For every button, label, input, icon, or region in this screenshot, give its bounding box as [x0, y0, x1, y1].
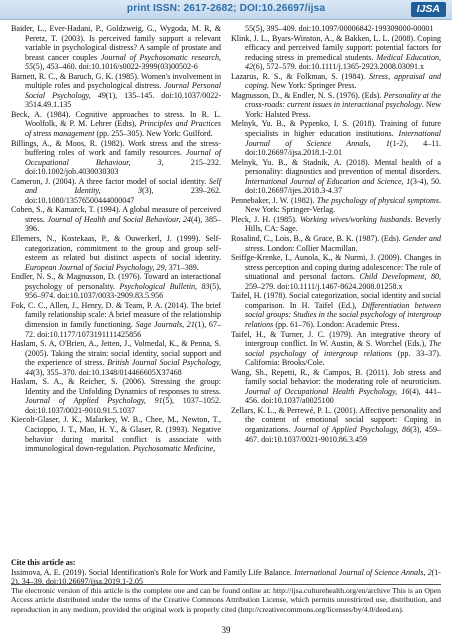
reference-details: (1-2), 4–11. doi:10.26697/ijsa.2018.1-2.01	[245, 138, 441, 158]
reference-details: (pp. 33–37). California: Brooks/Cole.	[245, 348, 441, 368]
reference-text: Melnyk, Yu. B., & Pypenko, I. S. (2018). Training of future specialists in higher education institutions.	[231, 119, 441, 139]
reference-source: Journal of Health and Social Behaviour, 24	[47, 214, 191, 224]
reference-details: . New York: Springer-Verlag.	[245, 195, 441, 215]
citation-details: (1-2), 34–39. doi:10.26697/ijsa.2019.1-2.05	[11, 567, 441, 587]
reference-item	[231, 330, 441, 368]
journal-logo: IJSA	[411, 2, 446, 17]
reference-item	[11, 415, 221, 453]
license-text: The electronic version of this article is the complete one and can be found online at: http://ijsa.culturehealth.org/en/archive This is an Open Access article distributed under the terms of the Creative Commons Attribution License, which permits unrestricted use, distribution, and reproduction in any medium, provided the original work is properly cited (http://creativecommons.org/licenses/by/4.0/deed.en).	[11, 586, 441, 614]
reference-text: Beck, A. (1984). Cognitive approaches to stress. In R. L. Woolfolk, & P. M. Lehrer (Edts),	[11, 109, 221, 129]
reference-text: Ellemers, N., Kostekaas, P., & Ouwerkerl, J. (1999). Self-categorization, commitment to the group and group self-esteem as related but distinct aspects of social identity.	[11, 234, 221, 263]
reference-details: 55(5), 395–409. doi:10.1097/00006842-199309000-00001	[245, 24, 434, 33]
reference-source: Gender and stress	[245, 234, 441, 253]
reference-text: Lazarus, R. S., & Folkman, S. (1984).	[231, 71, 370, 81]
reference-text: Taifel, H., & Turner, J. C. (1979). An integrative theory of intergroup conflict. In W. Austin, & S. Worchel (Eds.),	[231, 329, 441, 349]
reference-details: (4), 441–456. doi:10.1037/a0025100	[245, 386, 441, 406]
reference-source: Stress, appraisal and coping	[245, 71, 441, 91]
citation-heading: Cite this article as:	[11, 558, 76, 567]
reference-source: Journal of Occupational Behaviour, 3	[25, 148, 221, 167]
reference-details: , 215–232. doi:10.1002/job.4030030303	[25, 157, 221, 177]
reference-source: Self and Identity, 3	[25, 176, 221, 196]
reference-item	[11, 24, 221, 72]
reference-source: International Journal of Science Annals, 1	[245, 129, 441, 148]
reference-text: Klink, J. L., Byars-Winston, A., & Bakken, L. L. (2008). Coping efficacy and perceived family support: potential factors for reducing stress in premedical students.	[231, 33, 441, 62]
reference-text: Melnyk, Yu. B., & Stadnik, A. (2018). Mental health of a personality: diagnostics and prevention of mental disorders.	[231, 157, 441, 177]
citation-main: Issimova, A. E. (2019). Social Identification's Role for Work and Family Life Balance.	[11, 567, 295, 577]
reference-item	[11, 177, 221, 206]
reference-source: Journal of Occupational Health Psychology, 16	[245, 386, 410, 396]
reference-details: (3), 239–262. doi:10.1080/13576500444000047	[25, 186, 221, 205]
reference-source: Personality at the cross-roads: current issues in interactional psychology	[245, 90, 441, 110]
reference-item	[231, 291, 441, 329]
reference-source: Differentiation between social groups: Studies in the social psychology of intergroup relations	[245, 300, 441, 329]
reference-item	[231, 196, 441, 215]
reference-text: Haslam, S. A., & Reicher, S. (2006). Stressing the group: Identity and the Unfolding Dynamics of responses to stress.	[11, 377, 221, 396]
citation-block	[11, 558, 441, 587]
reference-details: (3), 459–467. doi:10.1037/0021-9010.86.3.459	[245, 424, 441, 444]
reference-details: (6), 572–579. doi:10.1111/j.1365-2923.2008.03091.x	[253, 62, 425, 72]
reference-details: . London: Collier Macmillan.	[263, 243, 358, 253]
reference-item	[231, 234, 441, 253]
reference-details: (3), 355–370. doi:10.1348/014466605X37468	[33, 367, 182, 377]
page-number: 39	[221, 625, 231, 635]
reference-details: , 259–279. doi:10.1111/j.1467-8624.2008.01258.x	[245, 272, 442, 291]
reference-text: Cameron, J. (2004). A three factor model of social identity.	[11, 176, 209, 186]
reference-details: , 371–389.	[164, 262, 199, 272]
reference-details: (1), 135–145. doi:10.1037/0022-3514.49.1.135	[25, 90, 221, 110]
reference-source: Principles and Practices of stress management	[25, 119, 221, 139]
reference-item	[231, 91, 441, 120]
reference-text: Pleck, J. H. (1985).	[231, 214, 301, 224]
citation-journal: International Journal of Science Annals, 2	[294, 567, 432, 577]
reference-item	[231, 24, 441, 34]
reference-details: . New York: Springer Press.	[266, 81, 357, 91]
reference-column-left	[11, 24, 221, 454]
license-block	[11, 584, 441, 614]
reference-source: Psychosomatic Medicine,	[132, 444, 216, 454]
issn-doi-line: print ISSN: 2617-2682; DOI:10.26697/ijsa	[126, 3, 326, 14]
reference-details: . Beverly Hills, CA: Sage.	[245, 214, 442, 234]
reference-item	[11, 272, 221, 301]
reference-details: (5), 453–460. doi:10.1016/s0022-3999(03)00502-6	[33, 62, 198, 72]
reference-item	[11, 377, 221, 415]
reference-text: Endler, N. S., & Magnusson, D. (1976). Toward an interactional psychology of personality.	[11, 272, 221, 291]
reference-source: Working wives/working husbands	[300, 214, 411, 224]
reference-source: Journal of Psychosomatic research, 55	[25, 52, 221, 72]
reference-text: Cohen, S., & Kamarck, T. (1994). A global measure of perceived stress.	[11, 205, 221, 224]
reference-source: Medical Education, 42	[245, 52, 442, 72]
reference-text: Baider, L., Ever-Hadani, P., Goldzweig, G., Wygoda, M. R, & Peretz, T. (2003). Is perceived family support a relevant variable in psychological distress? A sample of prostate and breast cancer couples	[11, 24, 221, 62]
reference-details: (1), 67–72. doi:10.1177/1073191111425856	[25, 319, 222, 339]
reference-item	[11, 301, 221, 339]
reference-text: Billings, A., & Moos, R. (1982). Work stress and the stress-buffering roles of work and family resources.	[11, 138, 221, 158]
reference-item	[231, 72, 441, 91]
reference-item	[231, 158, 441, 196]
reference-source: Psychological Bulletin, 83	[119, 281, 210, 291]
reference-item	[231, 34, 441, 72]
reference-item	[11, 110, 221, 139]
reference-text: Haslam, S. A, O'Brien, A., Jetten, J., Volmedal, K., & Penna, S. (2005). Taking the strain: social identity, social support and the experience of stress.	[11, 339, 221, 368]
reference-source: Journal of Applied Psychology, 86	[293, 424, 411, 434]
reference-item	[11, 72, 221, 110]
reference-details: (5), 1037–1052. doi:10.1037/0021-9010.91.5.1037	[25, 396, 221, 415]
reference-item	[11, 139, 221, 177]
reference-item	[231, 368, 441, 406]
reference-item	[231, 215, 441, 234]
reference-item	[11, 205, 221, 234]
reference-details: (4), 385–396.	[25, 214, 222, 234]
reference-source: Journal Personal Social Psychology, 49	[25, 81, 221, 100]
reference-text: Barnett, R. C., & Baruch, G. K. (1985). Women's involvement in multiple roles and psychological distress.	[11, 71, 221, 91]
reference-text: Zellars, K. L., & Perrewé, P. L. (2001). Affective personality and the content of emotional social support: Coping in organizations.	[231, 405, 441, 434]
reference-columns	[11, 24, 441, 454]
reference-text: Fok, C. C., Allen, J., Henry, D. & Team, P. A. (2014). The brief family relationship scale: A brief measure of the relationship dimension in family functioning.	[11, 300, 221, 329]
journal-header	[0, 0, 452, 20]
reference-text: Magnusson, D., & Endler, N. S. (1976). (Eds).	[231, 90, 384, 100]
reference-text: Seiffge-Krenke, I., Aunola, K., & Nurmi, J. (2009). Changes in stress perception and coping during adolescence: The role of situational and personal factors.	[231, 253, 441, 282]
reference-item	[231, 119, 441, 157]
reference-source: Sage Journals, 21	[135, 319, 195, 329]
reference-text: Pennebaker, J. W. (1982).	[231, 195, 317, 205]
reference-source: The psychology of physical symptoms	[316, 195, 439, 205]
reference-source: British Journal Social Psychology, 44	[25, 358, 221, 377]
reference-source: The social psychology of intergroup relations	[245, 339, 441, 358]
reference-details: (3-4), 50. doi:10.26697/ijes.2018.3-4.37	[245, 176, 442, 196]
reference-item	[11, 339, 221, 377]
reference-text: Taifel, H. (1978). Social categorization, social identity and social comparison. In H. Taifel (Ed.),	[231, 291, 441, 310]
reference-details: (pp. 61–76). London: Academic Press.	[273, 319, 400, 329]
reference-source: Child Development, 80	[359, 272, 439, 282]
reference-text: Wang, Sh., Repetti, R., & Campos, B. (2011). Job stress and family social behavior: the moderating role of neuroticism.	[231, 367, 441, 387]
reference-column-right	[231, 24, 441, 454]
reference-details: (pp. 255–305). New York: Guilford.	[94, 129, 213, 139]
reference-item	[231, 253, 441, 291]
reference-item	[231, 406, 441, 444]
reference-text: Kiecolt-Glaser, J. K., Malarkey, W. B., Chee, M., Newton, T., Cacioppo, J. T., Mao, H. Y., & Glaser, R. (1993). Negative behavior during marital conflict is associate with immunological down-regulation.	[11, 415, 221, 454]
reference-item	[11, 234, 221, 272]
reference-text: Rosalind, C., Lois, B., & Grace, B. K. (1987). (Eds).	[231, 234, 403, 244]
reference-details: . New York: Halsted Press.	[245, 100, 442, 119]
reference-source: International Journal of Education and Science, 1	[245, 176, 411, 186]
reference-source: Journal of Applied Psychology, 91	[25, 396, 163, 406]
reference-source: European Journal of Social Psychology, 29	[25, 262, 165, 272]
reference-details: (5), 956–974. doi:10.1037/0033-2909.83.5.956	[25, 281, 221, 301]
